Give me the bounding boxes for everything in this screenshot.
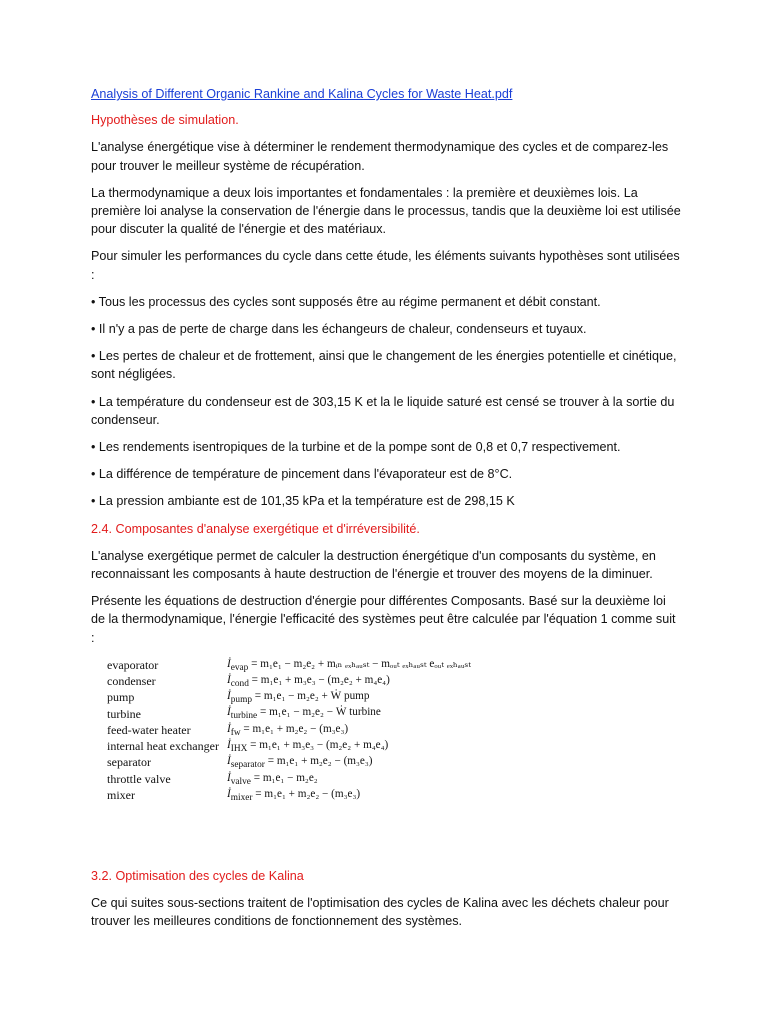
bullet-item: • Il n'y a pas de perte de charge dans les échangeurs de chaleur, condenseurs et tuyaux. — [91, 322, 587, 337]
equation-row — [107, 787, 471, 803]
bullet-item: • La pression ambiante est de 101,35 kPa et la température est de 298,15 K — [91, 494, 515, 509]
equation-row — [107, 690, 471, 706]
equation-expression: $İ_{fw} = m_1e_1 + m_2e_2 - (m_3e_3)$ — [227, 722, 349, 738]
equation-label: mixer — [107, 788, 135, 803]
equation-row — [107, 706, 471, 722]
equation-row — [107, 657, 471, 673]
equation-row — [107, 722, 471, 738]
equation-label: throttle valve — [107, 771, 171, 786]
paragraph-exergy-2: Présente les équations de destruction d'énergie pour différentes Composants. Basé sur la deuxième loi de la thermodynamique, l'énergie l'efficacité des systèmes peut être calculée par l'équation 1 comme suit : — [91, 594, 676, 645]
equation-row — [107, 673, 471, 689]
equation-expression: $İ_{mixer} = m_1e_1 + m_2e_2 - (m_3e_3)$ — [227, 787, 361, 804]
equation-row — [107, 738, 471, 754]
equation-label: condenser — [107, 673, 156, 688]
paragraph-kalina: Ce qui suites sous-sections traitent de l'optimisation des cycles de Kalina avec les déchets chaleur pour trouver les meilleures conditions de fonctionnement des systèmes. — [91, 896, 669, 929]
heading-section-3-2: 3.2. Optimisation des cycles de Kalina — [91, 869, 304, 883]
bullet-item: • Les rendements isentropiques de la turbine et de la pompe sont de 0,8 et 0,7 respectivement. — [91, 440, 621, 455]
equation-label: feed-water heater — [107, 722, 191, 737]
document-body — [91, 85, 681, 656]
paragraph-exergy-1: L'analyse exergétique permet de calculer la destruction énergétique d'un composants du système, en reconnaissant les composants à haute destruction de l'énergie et trouver des moyens de la diminuer. — [91, 548, 656, 582]
equation-label: pump — [107, 690, 135, 705]
bullet-item: • Tous les processus des cycles sont supposés être au régime permanent et débit constant. — [91, 294, 601, 309]
equation-table — [107, 657, 471, 804]
equation-row — [107, 755, 471, 771]
equation-expression: $İ_{separator} = m_1e_1 + m_2e_2 - (m_3e_3)$ — [227, 755, 373, 771]
equation-row — [107, 771, 471, 787]
paragraph-intro-2: La thermodynamique a deux lois importantes et fondamentales : la première et deuxièmes lois. La première loi analyse la conservation de l'énergie dans le processus, tandis que la deuxième loi est utilisée pour discuter la qualité de l'énergie et des matériaux. — [91, 185, 681, 237]
equation-expression: $İ_{valve} = m_1e_1 - m_2e_2$ — [227, 771, 318, 787]
bullet-item: • La température du condenseur est de 303,15 K et la le liquide saturé est censé se trouver à la sortie du condenseur. — [91, 394, 675, 427]
heading-hypotheses: Hypothèses de simulation. — [91, 113, 239, 128]
bullet-item: • La différence de température de pincement dans l'évaporateur est de 8°C. — [91, 467, 513, 482]
equation-expression: $İ_{evap} = m_1e_1 - m_2e_2$ + mᵢₙ ₑₓₕₐᵤₛₜ − mₒᵤₜ ₑₓₕₐᵤₛₜ eₒᵤₜ ₑₓₕₐᵤₛₜ — [227, 658, 472, 674]
equation-expression: $İ_{IHX} = m_1e_1 + m_3e_3 - (m_2e_2 + m_4e_4)$ — [227, 739, 389, 755]
equation-label: evaporator — [107, 657, 159, 672]
heading-section-2-4: 2.4. Composantes d'analyse exergétique et d'irréversibilité. — [91, 521, 420, 536]
equation-label: internal heat exchanger — [107, 739, 219, 754]
equation-label: separator — [107, 755, 151, 770]
equation-expression: $İ_{cond} = m_1e_1 + m_3e_3 - (m_2e_2 + m_4e_4)$ — [227, 673, 390, 690]
equation-expression: $İ_{turbine} = m_1e_1 - m_2e_2$ − Ẇ turbine — [227, 706, 381, 722]
section-3-2 — [91, 867, 681, 940]
paragraph-intro-1: L'analyse énergétique vise à déterminer le rendement thermodynamique des cycles et de comparez-les pour trouver le meilleur système de récupération. — [91, 140, 669, 173]
equation-expression: $İ_{pump} = m_1e_1 - m_2e_2$ + Ẇ pump — [227, 690, 370, 706]
paragraph-intro-3: Pour simuler les performances du cycle dans cette étude, les éléments suivants hypothèses sont utilisées : — [91, 249, 680, 282]
bullet-item: • Les pertes de chaleur et de frottement, ainsi que le changement de les énergies potentielle et cinétique, sont négligées. — [91, 349, 677, 382]
equation-label: turbine — [107, 706, 141, 721]
pdf-link[interactable]: Analysis of Different Organic Rankine and Kalina Cycles for Waste Heat.pdf — [91, 87, 513, 101]
